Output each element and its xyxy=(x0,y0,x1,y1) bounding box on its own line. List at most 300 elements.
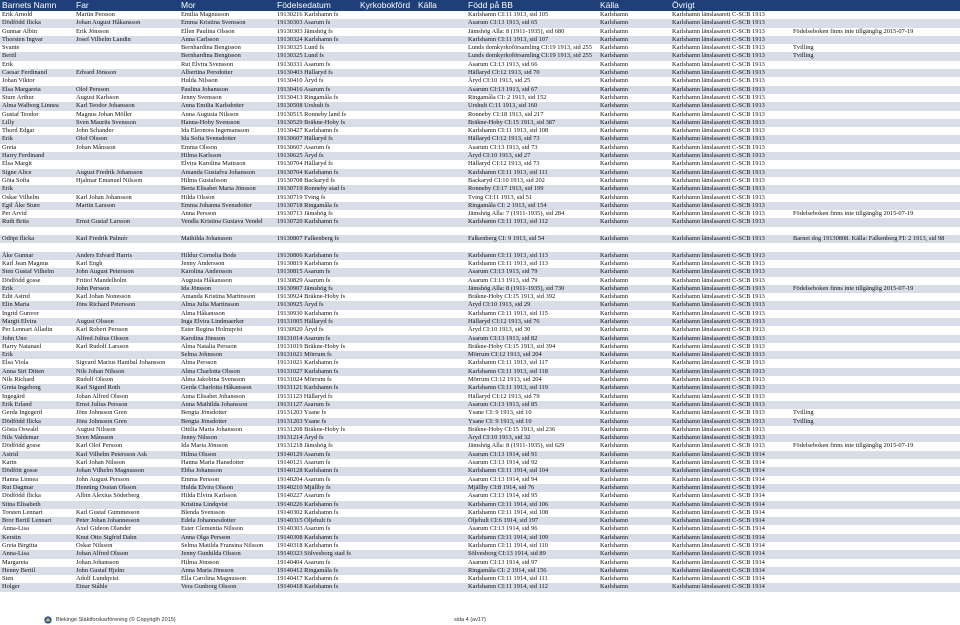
table-cell: Ronneby CI:18 1913, sid 217 xyxy=(468,110,544,118)
table-cell: Karlshamn länslasarett C-SCB 1914 xyxy=(672,475,765,483)
table-cell: Erik xyxy=(2,60,14,68)
table-cell: Karl Robert Persson xyxy=(76,326,128,334)
header-cell: Övrigt xyxy=(672,0,695,10)
table-row xyxy=(0,135,960,143)
table-cell: Karl Fredrik Palmér xyxy=(76,235,128,243)
table-row xyxy=(0,19,960,27)
table-cell: Karl Olof Persson xyxy=(76,442,123,450)
table-cell: Emma Persson xyxy=(181,475,220,483)
table-cell: Harry Natanael xyxy=(2,342,42,350)
table-cell: Karlshamn länslasarett C-SCB 1913 xyxy=(672,60,765,68)
table-cell: Elsa Viola xyxy=(2,359,29,367)
table-cell: John Schander xyxy=(76,127,114,135)
table-cell: Sölvesborg CI:13 1914, sid 89 xyxy=(468,550,546,558)
table-cell: 19140210 Mjällby fs xyxy=(277,483,331,491)
table-cell: Karlshamn xyxy=(600,135,629,143)
table-row xyxy=(0,177,960,185)
table-cell: Alma Natalia Persson xyxy=(181,342,237,350)
table-cell: Hildur Cornelia Bode xyxy=(181,251,237,259)
table-cell: 19140315 Öljehult fs xyxy=(277,517,332,525)
table-cell: Karlshamn länslasarett C-SCB 1913 xyxy=(672,384,765,392)
table-cell: Karlshamn CI:11 1913, sid 105 xyxy=(468,11,549,18)
table-cell: Karlshamn länslasarett C-SCB 1913 xyxy=(672,367,765,375)
table-cell: Anna Carlsson xyxy=(181,35,219,43)
table-cell: Anna-Lisa xyxy=(2,550,29,558)
table-row xyxy=(0,393,960,401)
table-cell: Hällaryd CI:12 1913, sid 73 xyxy=(468,160,540,168)
table-cell: Karl Gustaf Gummesson xyxy=(76,508,140,516)
table-row xyxy=(0,376,960,384)
table-cell: Karlshamn länslasarett C-SCB 1913 xyxy=(672,425,765,433)
table-cell: 19130325 Lund fs xyxy=(277,52,324,60)
table-cell: Tvilling xyxy=(793,409,814,417)
table-cell: Thorsten Ingvar xyxy=(2,35,43,43)
table-cell: Dödfödd flicka xyxy=(2,492,41,500)
table-cell: Äryd CI:10 1913, sid 29 xyxy=(468,301,531,309)
table-cell: Karlshamn xyxy=(600,409,629,417)
table-cell: Albin Alexius Söderberg xyxy=(76,492,140,500)
table-cell: Alma Charlotta Olsson xyxy=(181,367,240,375)
table-cell: Svante xyxy=(2,44,20,52)
table-cell: Karlshamn xyxy=(600,376,629,384)
table-cell: Greta xyxy=(2,143,17,151)
table-cell: Ida Jönsson xyxy=(181,284,211,292)
table-cell: Karl Jean Magnus xyxy=(2,259,49,267)
table-cell: Ottilia Maria Johansson xyxy=(181,425,243,433)
table-cell: Hulda Nilsson xyxy=(181,77,218,85)
table-cell: Edit Astrid xyxy=(2,293,30,301)
table-cell: Ida Maria Jönsson xyxy=(181,442,228,450)
table-row xyxy=(0,36,960,44)
table-cell: Karlshamn länslasarett C-SCB 1914 xyxy=(672,558,765,566)
table-cell: Ysane CI: 9 1913, sid 10 xyxy=(468,409,532,417)
table-cell: Karl Vilhelm Petersson Ask xyxy=(76,450,148,458)
table-cell: Karlshamn xyxy=(600,93,629,101)
table-cell: Anders Edvard Harris xyxy=(76,251,133,259)
table-cell: Karlshamn xyxy=(600,152,629,160)
table-cell: Karlshamn CI:11 1914, sid 111 xyxy=(468,575,548,583)
table-cell: Per Arvid xyxy=(2,210,27,218)
table-cell: Karlshamn xyxy=(600,143,629,151)
table-cell: Ingegärd xyxy=(2,392,25,400)
header-cell: Född på BB xyxy=(468,0,513,10)
table-cell: Karlshamn länslasarett C-SCB 1913 xyxy=(672,44,765,52)
table-cell: Karlshamn xyxy=(600,400,629,408)
table-cell: Emma Kristina Svensson xyxy=(181,19,246,27)
table-cell: Karlshamn länslasarett C-SCB 1914 xyxy=(672,508,765,516)
table-cell: 19130719 Ronneby stad fs xyxy=(277,185,346,193)
table-cell: Karlshamn xyxy=(600,434,629,442)
table-cell: Karl Rudolf Larsson xyxy=(76,342,129,350)
table-cell: Bengta Jönsdotter xyxy=(181,417,227,425)
table-cell: Anna Siri Ditten xyxy=(2,367,45,375)
table-cell: Karlshamn xyxy=(600,500,629,508)
table-cell: Karlshamn CI:11 1913, sid 111 xyxy=(468,168,548,176)
table-cell: Johan Månsson xyxy=(76,143,116,151)
table-cell: Odöpt flicka xyxy=(2,235,35,243)
table-cell: Karolina Andersson xyxy=(181,268,232,276)
table-cell: Axel Gideon Olander xyxy=(76,525,132,533)
table-cell: Johan Johansson xyxy=(76,558,119,566)
table-cell: Karlshamn länslasarett C-SCB 1913 xyxy=(672,434,765,442)
table-cell: Karlshamn länslasarett C-SCB 1913 xyxy=(672,400,765,408)
table-row xyxy=(0,426,960,434)
table-cell: Karlshamn xyxy=(600,351,629,359)
table-cell: Karlshamn CI:11 1913, sid 113 xyxy=(468,251,548,259)
table-cell: Ringamåla CI: 2 1913, sid 152 xyxy=(468,93,547,101)
table-cell: Sven Månsson xyxy=(76,434,114,442)
table-cell: Karlshamn länslasarett C-SCB 1914 xyxy=(672,575,765,583)
table-cell: Karlshamn xyxy=(600,326,629,334)
table-row xyxy=(0,301,960,309)
table-cell: Sigvard Marius Hanibal Johansson xyxy=(76,359,166,367)
table-row xyxy=(0,277,960,285)
table-cell: Karlshamn xyxy=(600,77,629,85)
table-cell: 19140412 Ringamåla fs xyxy=(277,566,339,574)
table-cell: Karlshamn CI:11 1913, sid 117 xyxy=(468,359,548,367)
table-cell: Gerda Ingegerd xyxy=(2,409,42,417)
table-cell: Födelseboken finns inte tillgänglig 2015-07-19 xyxy=(793,210,914,218)
table-row xyxy=(0,260,960,268)
table-cell: Sture Arthur xyxy=(2,93,34,101)
table-row xyxy=(0,185,960,193)
table-cell: Ernst Julius Persson xyxy=(76,400,128,408)
table-cell: Asarum CI:13 1913, sid 85 xyxy=(468,400,538,408)
table-cell: Karlshamn länslasarett C-SCB 1914 xyxy=(672,483,765,491)
table-cell: 19130324 Karlshamn fs xyxy=(277,35,339,43)
table-cell: Hanna-Hoby Svensson xyxy=(181,118,240,126)
table-cell: Karlshamn länslasarett C-SCB 1913 xyxy=(672,376,765,384)
table-cell: Karlshamn länslasarett C-SCB 1914 xyxy=(672,550,765,558)
table-cell: Hilda Elvira Karlsson xyxy=(181,492,237,500)
table-cell: Karlshamn länslasarett C-SCB 1913 xyxy=(672,309,765,317)
table-cell: Johan Viktor xyxy=(2,77,35,85)
table-cell: Karlshamn länslasarett C-SCB 1913 xyxy=(672,143,765,151)
table-cell: Bertil xyxy=(2,52,17,60)
table-cell: 19130713 Jämshög fs xyxy=(277,210,333,218)
table-cell: 19140417 Karlshamn fs xyxy=(277,575,339,583)
table-row xyxy=(0,492,960,500)
table-cell: Karlshamn länslasarett C-SCB 1914 xyxy=(672,517,765,525)
table-cell: Karlshamn xyxy=(600,442,629,450)
table-cell: Erik xyxy=(2,284,14,292)
table-cell: 19131005 Hällaryd fs xyxy=(277,317,333,325)
table-cell: Karlshamn xyxy=(600,235,629,243)
table-row xyxy=(0,235,960,243)
table-cell: Karlshamn länslasarett C-SCB 1914 xyxy=(672,450,765,458)
table-cell: 19130625 Äryd fs xyxy=(277,152,324,160)
table-row xyxy=(0,343,960,351)
table-cell: Karlshamn xyxy=(600,118,629,126)
table-cell: Karlshamn xyxy=(600,359,629,367)
table-cell: Jöns Johnsson Gren xyxy=(76,409,127,417)
table-cell: Karlshamn CI:11 1914, sid 112 xyxy=(468,583,548,591)
table-cell: Karlshamn xyxy=(600,384,629,392)
table-cell: Dödfödd flicka xyxy=(2,417,41,425)
table-cell: Oskar Vilhelm xyxy=(2,193,40,201)
table-cell: Alma Håkansson xyxy=(181,309,225,317)
table-cell: Karlshamn länslasarett C-SCB 1913 xyxy=(672,19,765,27)
table-cell: Backaryd CI:10 1913, sid 202 xyxy=(468,176,545,184)
table-row xyxy=(0,69,960,77)
table-cell: Erik xyxy=(2,135,14,143)
table-cell: Karlshamn xyxy=(600,69,629,77)
table-cell: Karlshamn xyxy=(600,60,629,68)
table-row xyxy=(0,476,960,484)
table-cell: Asarum CI:13 1913, sid 67 xyxy=(468,85,538,93)
table-cell: Jämshög Alla: 8 (1911-1935), sid 730 xyxy=(468,284,565,292)
table-cell: Karlshamn länslasarett C-SCB 1913 xyxy=(672,442,765,450)
table-row xyxy=(0,525,960,533)
table-cell: Karlshamn länslasarett C-SCB 1913 xyxy=(672,359,765,367)
table-cell: Karlshamn xyxy=(600,176,629,184)
table-cell: Karlshamn CI:11 1914, sid 109 xyxy=(468,533,549,541)
table-cell: Bernhardina Bengtsson xyxy=(181,44,241,52)
table-cell: Karlshamn länslasarett C-SCB 1914 xyxy=(672,492,765,500)
table-cell: Hällaryd CI:12 1913, sid 76 xyxy=(468,317,540,325)
table-cell: 19130303 Jämshög fs xyxy=(277,27,333,35)
table-cell: Asarum CI:13 1913, sid 79 xyxy=(468,268,538,276)
table-cell: 19140226 Karlshamn fs xyxy=(277,500,339,508)
table-row xyxy=(0,94,960,102)
table-cell: Karlshamn länslasarett C-SCB 1913 xyxy=(672,334,765,342)
table-row xyxy=(0,28,960,36)
table-row xyxy=(0,210,960,218)
table-cell: John Gustaf Hjelm xyxy=(76,566,125,574)
table-row xyxy=(0,384,960,392)
table-cell: Karlshamn länslasarett C-SCB 1914 xyxy=(672,583,765,591)
table-cell: Peter Johan Johannesson xyxy=(76,517,140,525)
table-cell: Nils Johan Nilsson xyxy=(76,367,125,375)
table-cell: Dödfött gosse xyxy=(2,467,38,475)
table-cell: Karlshamn länslasarett C-SCB 1914 xyxy=(672,525,765,533)
table-cell: 19130508 Urshult fs xyxy=(277,102,330,110)
table-cell: Dödfödd gosse xyxy=(2,276,41,284)
table-cell: 19131203 Ysane fs xyxy=(277,417,327,425)
table-row xyxy=(0,169,960,177)
table-cell: Karlshamn xyxy=(600,201,629,209)
table-cell: 19130410 Äryd fs xyxy=(277,77,324,85)
table-row xyxy=(0,534,960,542)
table-cell: Selma Matilda Fransina Nilsson xyxy=(181,542,264,549)
header-cell: Kyrkobokförd xyxy=(360,0,411,10)
table-cell: Karlshamn länslasarett C-SCB 1913 xyxy=(672,152,765,160)
table-cell: Karlshamn xyxy=(600,19,629,27)
table-cell: 19130427 Karlshamn fs xyxy=(277,127,339,135)
table-cell: Karlshamn länslasarett C-SCB 1914 xyxy=(672,467,765,475)
table-row xyxy=(0,86,960,94)
table-cell: Asarum CI:13 1914, sid 96 xyxy=(468,525,538,533)
table-cell: Karlshamn länslasarett C-SCB 1914 xyxy=(672,500,765,508)
table-cell: Karlshamn xyxy=(600,268,629,276)
table-cell: 19130720 Karlshamn fs xyxy=(277,218,339,226)
table-cell: Asarum CI:13 1914, sid 94 xyxy=(468,475,538,483)
table-cell: Lilly xyxy=(2,118,15,126)
table-cell: Henny Bertil xyxy=(2,566,36,574)
table-cell: Ester Regina Holmqvist xyxy=(181,326,243,334)
table-cell: Karlshamn länslasarett C-SCB 1913 xyxy=(672,235,765,243)
table-cell: Nils Richard xyxy=(2,376,35,384)
table-cell: 19130529 Bräkne-Hoby fs xyxy=(277,118,346,126)
table-cell: Alfred Julius Olsson xyxy=(76,334,129,342)
table-cell: Karlshamn länslasarett C-SCB 1913 xyxy=(672,342,765,350)
table-cell: Vendla Kristina Gustava Vendel xyxy=(181,218,263,226)
page-footer xyxy=(0,612,960,625)
table-cell: Alma Jakobina Svensson xyxy=(181,376,246,384)
table-cell: 19140308 Karlshamn fs xyxy=(277,533,339,541)
table-cell: Karlshamn xyxy=(600,251,629,259)
table-cell: Edvard Jönsson xyxy=(76,69,117,77)
table-row xyxy=(0,44,960,52)
table-cell: 19140128 Karlshamn fs xyxy=(277,467,339,475)
table-cell: Karlshamn länslasarett C-SCB 1913 xyxy=(672,110,765,118)
footer-copyright: Blekinge Släktforskarförening (© Copyrigth 2015) xyxy=(56,617,176,623)
table-cell: 19131214 Äryd fs xyxy=(277,434,324,442)
table-cell: Karlshamn xyxy=(600,301,629,309)
table-cell: Johan August Håkansson xyxy=(76,19,141,27)
table-cell: Karin xyxy=(2,459,17,467)
society-logo-icon xyxy=(44,616,52,624)
table-cell: Emma Johanna Svensdotter xyxy=(181,201,252,209)
table-cell: John August Petersson xyxy=(76,268,134,276)
table-cell: 19140129 Asarum fs xyxy=(277,450,331,458)
table-cell: Gunnar Albin xyxy=(2,27,37,35)
table-cell: Äryd CI:10 1913, sid 25 xyxy=(468,77,531,85)
table-cell: Johan Vilhelm Magnusson xyxy=(76,467,145,475)
table-cell: 19130331 Asarum fs xyxy=(277,60,331,68)
table-cell: Lunds domkyrkoförsamling CI:19 1913, sid 255 xyxy=(468,44,592,52)
table-cell: Karlshamn xyxy=(600,392,629,400)
table-cell: Albertina Persdotter xyxy=(181,69,233,77)
table-cell: Edela Johannesdotter xyxy=(181,517,236,525)
table-row xyxy=(0,268,960,276)
table-cell: Hilma Karlsson xyxy=(181,152,222,160)
table-cell: Karlshamn länslasarett C-SCB 1914 xyxy=(672,459,765,467)
table-cell: Bernhardina Bengtsson xyxy=(181,52,241,60)
table-row xyxy=(0,484,960,492)
table-row xyxy=(0,310,960,318)
table-cell: August Fredrik Johansson xyxy=(76,168,143,176)
table-cell: Karlshamn CI:11 1914, sid 104 xyxy=(468,467,549,475)
table-cell: Hanna Linnea xyxy=(2,475,39,483)
table-cell: Ringamåla CI: 2 1913, sid 154 xyxy=(468,201,547,209)
table-cell: Rut Dagmar xyxy=(2,483,34,491)
table-row xyxy=(0,418,960,426)
table-cell: Karlshamn CI:11 1913, sid 115 xyxy=(468,309,548,317)
table-cell: Barnet dog 19130808. Källa: Falkenberg FI: 2 1913, sid 98 xyxy=(793,235,945,243)
table-cell: Karl Teodor Johansson xyxy=(76,102,135,110)
table-cell: 19140227 Asarum fs xyxy=(277,492,331,500)
table-cell: Elin Maria xyxy=(2,301,30,309)
table-cell: Gösta Oswald xyxy=(2,425,39,433)
table-cell: Anna Maria Jönsson xyxy=(181,566,234,574)
table-row xyxy=(0,318,960,326)
table-row xyxy=(0,409,960,417)
table-row xyxy=(0,542,960,550)
table-cell: 19131019 Bräkne-Hoby fs xyxy=(277,342,346,350)
table-cell: Karlshamn CI:11 1914, sid 108 xyxy=(468,508,549,516)
table-cell: Urshult C:11 1913, sid 160 xyxy=(468,102,538,110)
table-cell: Åke Gunnar xyxy=(2,251,34,259)
table-cell: Karlshamn CI:11 1913, sid 107 xyxy=(468,35,549,43)
table-cell: Gerda Charlotta Håkansson xyxy=(181,384,252,392)
table-cell: Jöns Richard Petersson xyxy=(76,301,136,309)
table-cell: 19131021 Karlshamn fs xyxy=(277,359,339,367)
table-cell: Karlshamn xyxy=(600,293,629,301)
table-cell: Ysane CI: 9 1913, sid 10 xyxy=(468,417,532,425)
table-cell: Karlshamn länslasarett C-SCB 1913 xyxy=(672,326,765,334)
table-row xyxy=(0,517,960,525)
table-cell: Ida Sofia Svensdotter xyxy=(181,135,237,143)
table-cell: Karlshamn länslasarett C-SCB 1913 xyxy=(672,52,765,60)
table-cell: John August Persson xyxy=(76,475,130,483)
table-cell: Karlshamn länslasarett C-SCB 1913 xyxy=(672,185,765,193)
table-cell: Karlshamn länslasarett C-SCB 1913 xyxy=(672,118,765,126)
table-row xyxy=(0,567,960,575)
table-cell: Dödfödd gosse xyxy=(2,442,41,450)
table-cell: Hulda Elvira Olsson xyxy=(181,483,234,491)
table-row xyxy=(0,52,960,60)
table-cell: Karlshamn länslasarett C-SCB 1913 xyxy=(672,268,765,276)
table-row xyxy=(0,351,960,359)
table-cell: 19130704 Karlshamn fs xyxy=(277,168,339,176)
table-cell: Martin Persson xyxy=(76,11,115,18)
table-cell: Ellen Paulina Olsson xyxy=(181,27,235,35)
table-cell: Elvira Karolina Mattsson xyxy=(181,160,246,168)
table-cell: 19130216 Karlshamn fs xyxy=(277,11,339,18)
table-row xyxy=(0,202,960,210)
table-cell: 19131208 Bräkne-Hoby fs xyxy=(277,425,346,433)
table-cell: Karlshamn xyxy=(600,533,629,541)
table-cell: Erik xyxy=(2,351,14,359)
table-cell: Bräkne-Hoby CI:15 1913, sid 392 xyxy=(468,293,556,301)
table-cell: 19130829 Asarum fs xyxy=(277,276,331,284)
table-row xyxy=(0,252,960,260)
table-cell: Tving CI:11 1913, sid 51 xyxy=(468,193,533,201)
table-cell: Karolina Jönsson xyxy=(181,334,226,342)
table-cell: Olof Persson xyxy=(76,85,110,93)
table-cell: Karlshamn xyxy=(600,85,629,93)
table-cell: 19131121 Karlshamn fs xyxy=(277,384,339,392)
table-cell: Olof Olsson xyxy=(76,135,108,143)
table-cell: Alma Julia Martinsson xyxy=(181,301,240,309)
table-cell: Bräkne-Hoby CI:15 1913, sid 394 xyxy=(468,342,556,350)
table-cell: Bror Bertil Lennart xyxy=(2,517,52,525)
table-cell: Hanna Maria Hansdotter xyxy=(181,459,245,467)
header-cell: Mor xyxy=(181,0,196,10)
table-cell: Karlshamn xyxy=(600,309,629,317)
table-cell: Karlshamn länslasarett C-SCB 1913 xyxy=(672,351,765,359)
table-row xyxy=(0,152,960,160)
table-row xyxy=(0,326,960,334)
table-cell: Karlshamn länslasarett C-SCB 1913 xyxy=(672,11,765,18)
table-cell: Karlshamn länslasarett C-SCB 1913 xyxy=(672,409,765,417)
table-cell: Karlshamn xyxy=(600,110,629,118)
table-cell: Karlshamn xyxy=(600,450,629,458)
table-cell: Henning Ossian Olsson xyxy=(76,483,137,491)
table-cell: Karlshamn länslasarett C-SCB 1913 xyxy=(672,193,765,201)
table-cell: Karlshamn xyxy=(600,168,629,176)
table-cell: Ella Carolina Magnusson xyxy=(181,575,246,583)
table-cell: Karlshamn länslasarett C-SCB 1913 xyxy=(672,293,765,301)
table-cell: Karlshamn länslasarett C-SCB 1913 xyxy=(672,218,765,226)
table-cell: Elsa Margareta xyxy=(2,85,41,93)
table-cell: Fritiof Mandelholm xyxy=(76,276,127,284)
table-cell: Erik Jönsson xyxy=(76,27,109,35)
table-cell: Erik Arnold xyxy=(2,11,33,18)
table-cell: Jämshög Alla: 8 (1911-1935), sid 680 xyxy=(468,27,565,35)
table-row xyxy=(0,61,960,69)
